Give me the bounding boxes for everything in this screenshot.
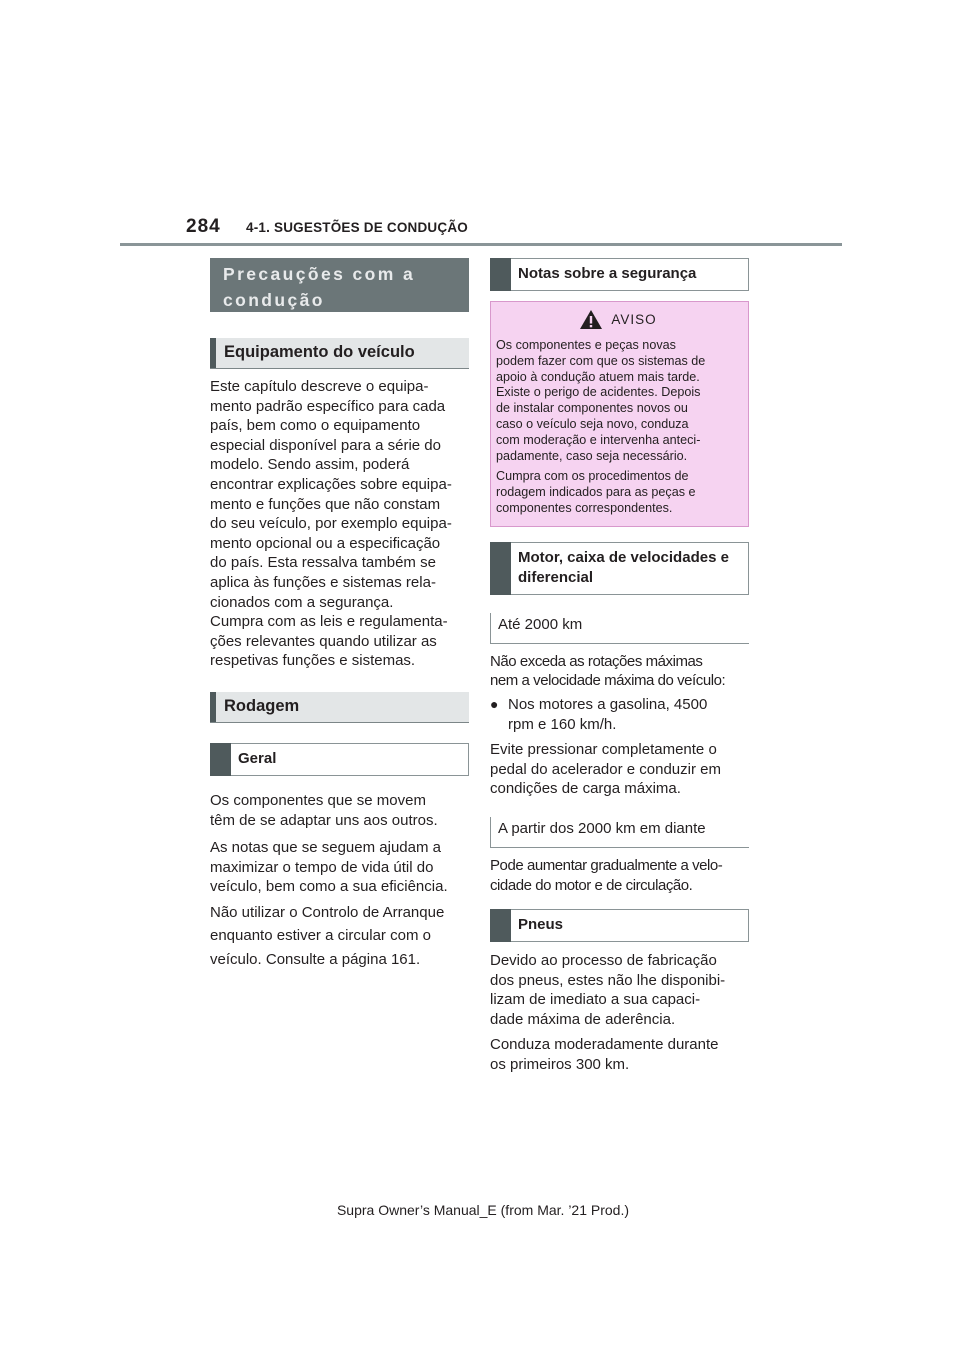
heading-rodagem: Rodagem bbox=[210, 692, 469, 723]
warning-box bbox=[490, 301, 749, 527]
geral-paragraph-2: As notas que se seguem ajudam a maximizar o tempo de vida útil do veículo, bem como a sua eficiência. bbox=[210, 839, 448, 896]
pneus-paragraph-2: Conduza moderadamente durante os primeiros 300 km. bbox=[490, 1036, 719, 1074]
pneus-paragraph-1: Devido ao processo de fabricação dos pneus, estes não lhe disponibi- lizam de imediato a sua capaci- dade máxima de aderência. bbox=[490, 952, 726, 1028]
geral-paragraph-3: Não utilizar o Controlo de Arranque enquanto estiver a circular com o veículo. Consulte a página 161. bbox=[210, 903, 445, 968]
warning-header bbox=[496, 308, 740, 330]
a-partir-2000-paragraph: Pode aumentar gradualmente a velo- cidade do motor e de circulação. bbox=[490, 856, 723, 894]
heading-geral: Geral bbox=[210, 743, 469, 776]
warning-title: AVISO bbox=[611, 311, 657, 327]
heading-pneus: Pneus bbox=[490, 909, 749, 942]
heading-equipamento: Equipamento do veículo bbox=[210, 338, 469, 369]
right-column bbox=[490, 258, 749, 1075]
header-divider bbox=[120, 243, 842, 246]
chapter-title: 4-1. SUGESTÕES DE CONDUÇÃO bbox=[246, 220, 468, 235]
warning-paragraph-2: Cumpra com os procedimentos de rodagem indicados para as peças e componentes correspondentes. bbox=[496, 469, 696, 515]
section-title: Precauções com a condução bbox=[210, 258, 469, 312]
heading-seguranca: Notas sobre a segurança bbox=[490, 258, 749, 291]
warning-triangle-icon bbox=[579, 309, 603, 330]
heading-a-partir-2000: A partir dos 2000 km em diante bbox=[490, 817, 749, 848]
heading-ate-2000: Até 2000 km bbox=[490, 613, 749, 644]
page-number: 284 bbox=[186, 216, 221, 237]
ate-2000-paragraph-1: Não exceda as rotações máximas nem a velocidade máxima do veículo: bbox=[490, 652, 726, 690]
list-item: ● Nos motores a gasolina, 4500 rpm e 160 km/h. bbox=[490, 695, 708, 733]
ate-2000-paragraph-2: Evite pressionar completamente o pedal do acelerador e conduzir em condições de carga máxima. bbox=[490, 741, 721, 798]
geral-paragraph-1: Os componentes que se movem têm de se adaptar uns aos outros. bbox=[210, 791, 438, 829]
footer: Supra Owner’s Manual_E (from Mar. ’21 Prod.) bbox=[336, 1202, 630, 1218]
equipamento-text: Este capítulo descreve o equipa- mento padrão específico para cada país, bem como o equipamento especial disponível para a série do modelo. Sendo assim, poderá encontrar explicações sobre equipa- mento e funções que não constam do seu veículo, por exemplo equipa- mento opcional ou a especificação do país. Esta ressalva também se aplica às funções e sistemas rela- cionados com a segurança. Cumpra com as leis e regulamenta- ções relevantes quando utilizar as respetivas funções e sistemas. bbox=[210, 378, 452, 670]
warning-paragraph-1: Os componentes e peças novas podem fazer com que os sistemas de apoio à condução atuem mais tarde. Existe o perigo de acidentes. Depois de instalar componentes novos ou caso o veículo seja novo, conduza com moderação e intervenha anteci- padamente, caso seja necessário. bbox=[496, 338, 706, 463]
heading-motor: Motor, caixa de velocidades e diferencial bbox=[490, 542, 749, 595]
left-column bbox=[210, 258, 469, 971]
bullet-icon: ● bbox=[490, 695, 499, 712]
